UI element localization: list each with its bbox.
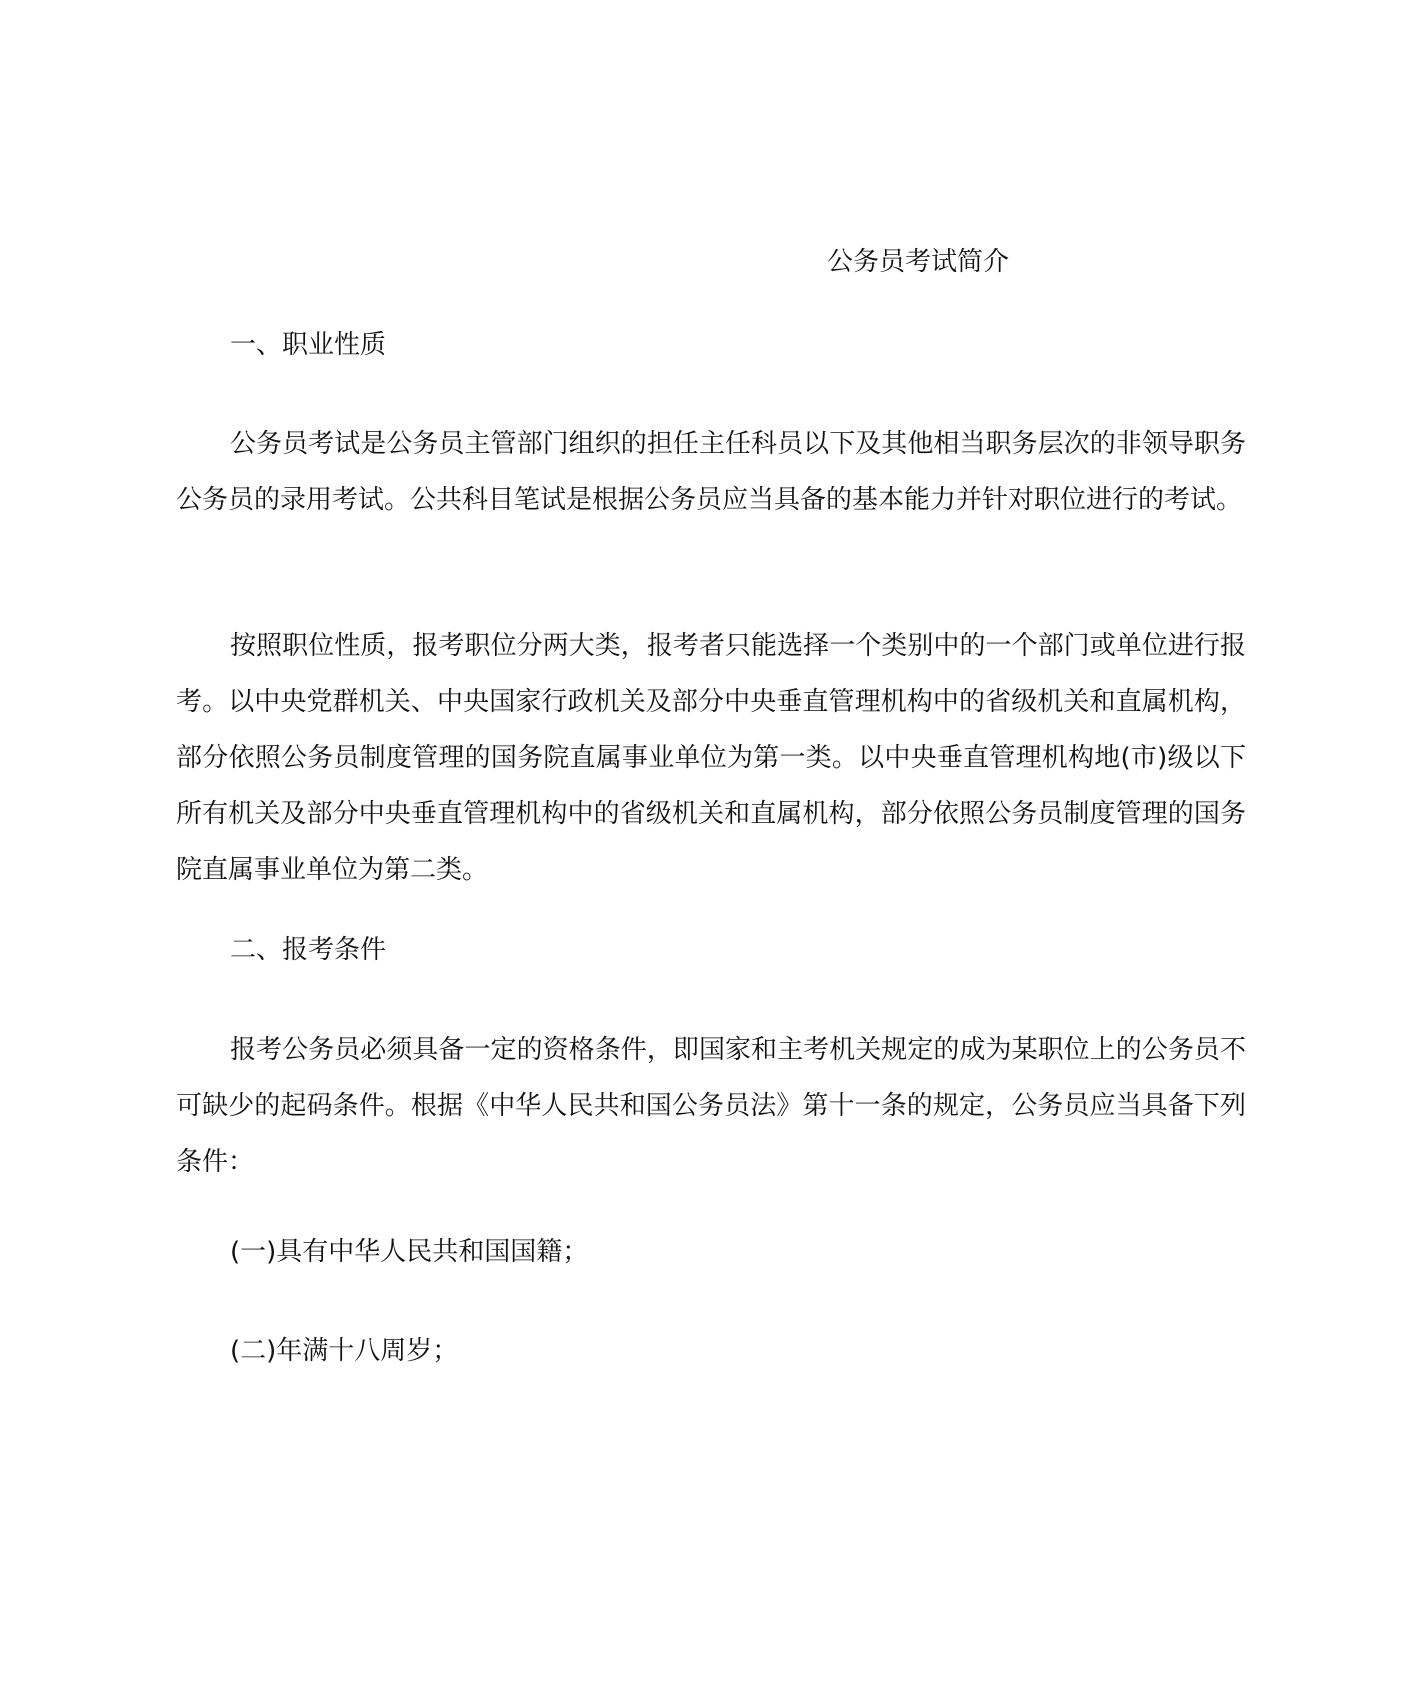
condition-item-1: (一)具有中华人民共和国国籍； <box>230 1237 589 1267</box>
section-heading-1: 一、职业性质 <box>230 330 387 360</box>
paragraph-eligibility: 报考公务员必须具备一定的资格条件，即国家和主考机关规定的成为某职位上的公务员不可缺少的起码条件。根据《中华人民共和国公务员法》第十一条的规定，公务员应当具备下列条件： <box>176 1035 1246 1177</box>
section-heading-2: 二、报考条件 <box>230 935 387 965</box>
paragraph-position-categories: 按照职位性质，报考职位分两大类，报考者只能选择一个类别中的一个部门或单位进行报考。以中央党群机关、中央国家行政机关及部分中央垂直管理机构中的省级机关和直属机构，部分依照公务员制度管理的国务院直属事业单位为第一类。以中央垂直管理机构地(市)级以下所有机关及部分中央垂直管理机构中的省级机关和直属机构，部分依照公务员制度管理的国务院直属事业单位为第二类。 <box>176 631 1246 885</box>
document-title: 公务员考试简介 <box>827 247 1010 277</box>
condition-item-2: (二)年满十八周岁； <box>230 1336 459 1366</box>
paragraph-career-nature: 公务员考试是公务员主管部门组织的担任主任科员以下及其他相当职务层次的非领导职务公务员的录用考试。公共科目笔试是根据公务员应当具备的基本能力并针对职位进行的考试。 <box>176 429 1246 515</box>
